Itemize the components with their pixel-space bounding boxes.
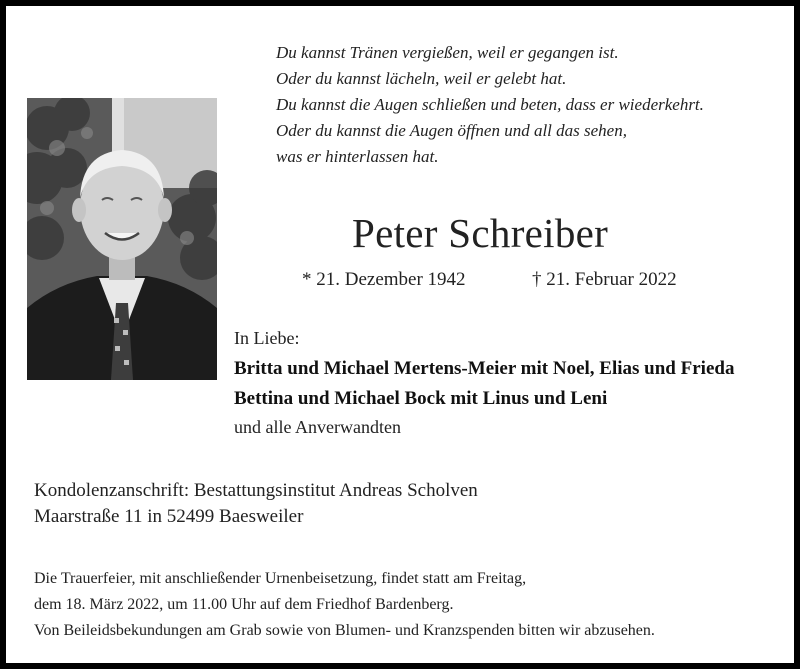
birth-date: * 21. Dezember 1942: [302, 269, 466, 290]
poem: [276, 40, 704, 170]
relatives-line: und alle Anverwandten: [234, 417, 401, 437]
obituary-card: [6, 6, 794, 663]
funeral-notice: [34, 566, 655, 644]
notice-line: Von Beileidsbekundungen am Grab sowie von Blumen- und Kranzspenden bitten wir abzusehen.: [34, 622, 655, 639]
death-date: † 21. Februar 2022: [532, 269, 677, 290]
condolence-address: [34, 478, 478, 530]
poem-line: Oder du kannst die Augen öffnen und all das sehen,: [276, 121, 627, 140]
poem-line: was er hinterlassen hat.: [276, 147, 439, 166]
poem-line: Du kannst Tränen vergießen, weil er gegangen ist.: [276, 43, 619, 62]
condolence-line: Kondolenzanschrift: Bestattungsinstitut Andreas Scholven: [34, 480, 478, 501]
family-line: Britta und Michael Mertens-Meier mit Noel, Elias und Frieda: [234, 358, 735, 379]
poem-line: Du kannst die Augen schließen und beten, dass er wiederkehrt.: [276, 95, 704, 114]
family-line: Bettina und Michael Bock mit Linus und Leni: [234, 388, 608, 409]
notice-line: Die Trauerfeier, mit anschließender Urnenbeisetzung, findet statt am Freitag,: [34, 570, 527, 587]
notice-line: dem 18. März 2022, um 11.00 Uhr auf dem Friedhof Bardenberg.: [34, 596, 454, 613]
poem-line: Oder du kannst lächeln, weil er gelebt hat.: [276, 69, 567, 88]
portrait-photo: [27, 98, 217, 380]
condolence-line: Maarstraße 11 in 52499 Baesweiler: [34, 506, 304, 527]
deceased-name: Peter Schreiber: [352, 210, 609, 256]
mourners-intro: In Liebe:: [234, 328, 300, 348]
